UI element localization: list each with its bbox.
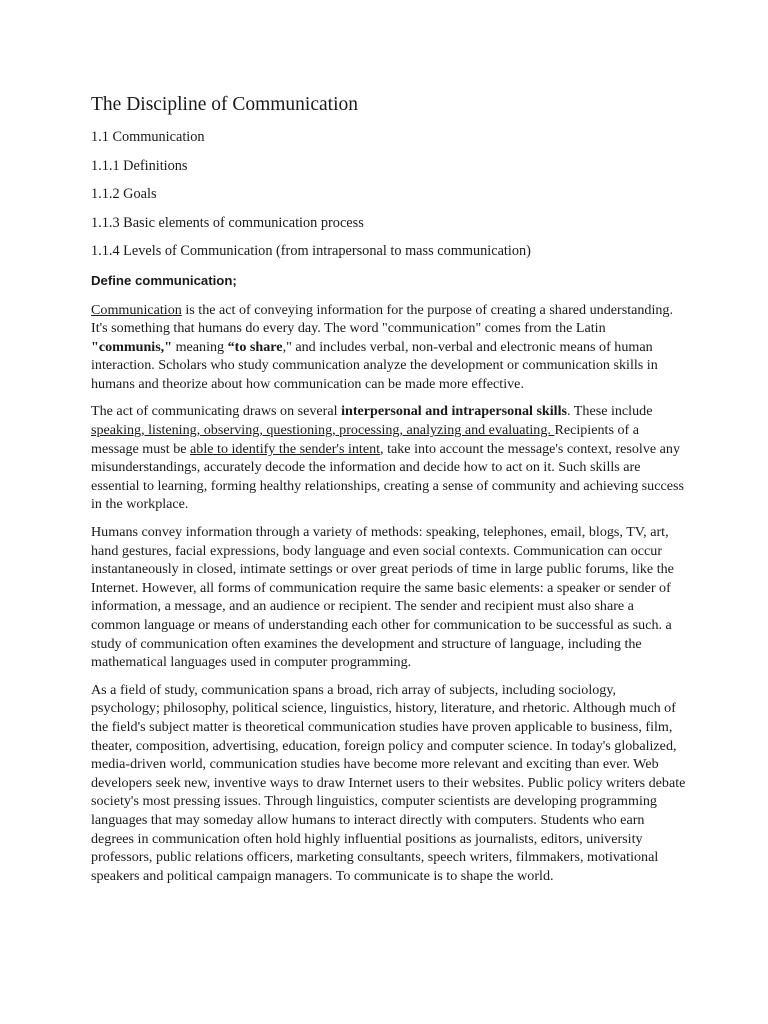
- paragraph-skills: [91, 402, 686, 514]
- document-page: [91, 92, 686, 894]
- underlined-term: able to identify the sender's intent: [190, 440, 381, 457]
- table-of-contents: [91, 128, 686, 261]
- toc-item: 1.1.1 Definitions: [91, 157, 188, 174]
- text-run: ," and includes verbal, non-verbal and electronic means of human interaction. Scholars who study communication analyze the development or communication skills in humans and theorize about how communication can be made more effective.: [91, 338, 658, 392]
- paragraph-field-of-study: As a field of study, communication spans a broad, rich array of subjects, including sociology, psychology; philosophy, political science, linguistics, history, literature, and rhetoric. Although much of the field's subject matter is theoretical communication studies have proven applicable to business, film, theater, composition, advertising, education, foreign policy and computer science. In today's globalized, media-driven world, communication studies have become more relevant and exciting than ever. Web developers seek new, inventive ways to draw Internet users to their websites. Public policy writers debate society's most pressing issues. Through linguistics, computer scientists are developing programming languages that may someday allow humans to interact directly with computers. Students who earn degrees in communication often hold highly influential positions as journalists, editors, university professors, public relations officers, marketing consultants, speech writers, filmmakers, motivational speakers and political campaign managers. To communicate is to shape the world.: [91, 681, 686, 884]
- text-run: is the act of conveying information for the purpose of creating a shared understanding. It's something that humans do every day. The word "communication" comes from the Latin: [91, 301, 673, 337]
- section-subheading: Define communication;: [91, 272, 237, 288]
- paragraph-definition: [91, 301, 686, 394]
- underlined-term: Communication: [91, 301, 182, 318]
- toc-item: 1.1.4 Levels of Communication (from intrapersonal to mass communication): [91, 243, 531, 259]
- toc-item: 1.1.3 Basic elements of communication process: [91, 214, 364, 231]
- toc-item: 1.1.2 Goals: [91, 186, 157, 202]
- text-run: The act of communicating draws on several: [91, 403, 342, 420]
- bold-term: “to share: [227, 338, 283, 355]
- text-run: meaning: [172, 338, 228, 355]
- underlined-term: speaking, listening, observing, questioning, processing, analyzing and evaluating.: [91, 422, 555, 439]
- document-title: The Discipline of Communication: [91, 94, 358, 115]
- bold-term: interpersonal and intrapersonal skills: [341, 403, 567, 420]
- text-run: . These include: [567, 403, 653, 420]
- paragraph-methods: Humans convey information through a variety of methods: speaking, telephones, email, blogs, TV, art, hand gestures, facial expressions, body language and even social contexts. Communication can occur instantaneously in closed, intimate settings or over great periods of time in large public forums, like the Internet. However, all forms of communication require the same basic elements: a speaker or sender of information, a message, and an audience or recipient. The sender and recipient must also share a common language or means of understanding each other for communication to be successful as such. a study of communication often examines the development and structure of language, including the mathematical languages used in computer programming.: [91, 524, 674, 671]
- toc-item: 1.1 Communication: [91, 129, 205, 145]
- text-run: Recipients of a message must be: [91, 422, 639, 457]
- bold-term: "communis,": [91, 338, 173, 355]
- text-run: , take into account the message's context, resolve any misunderstandings, accurately decode the information and decide how to act on it. Such skills are essential to learning, forming healthy relationships, creating a sense of community and achieving success in the workplace.: [91, 440, 684, 513]
